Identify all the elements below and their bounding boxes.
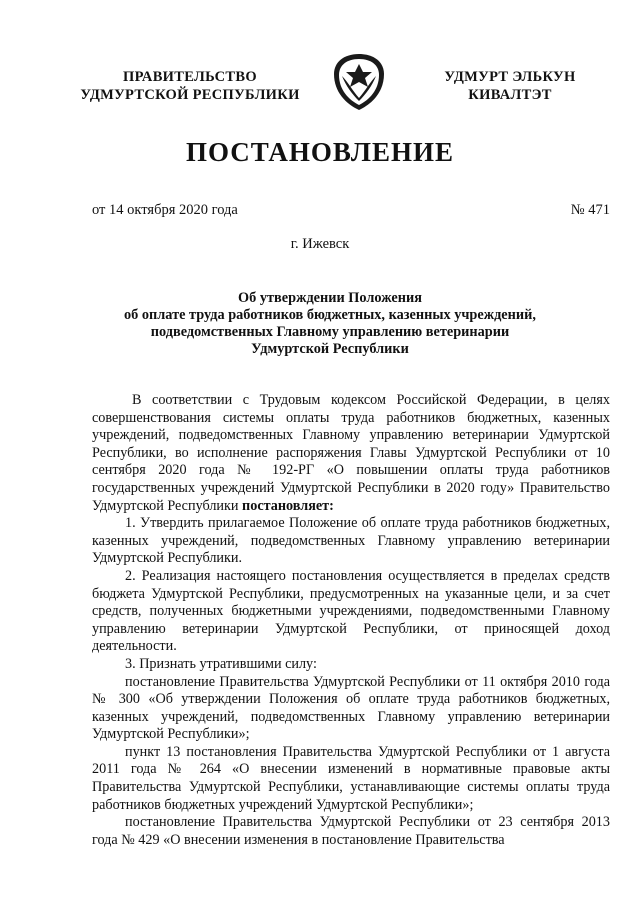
document-city: г. Ижевск — [290, 236, 350, 252]
subject-line3: подведомственных Главному управлению ветеринарии — [150, 324, 510, 340]
header-left — [70, 68, 310, 104]
body-paragraph-2: 2. Реализация настоящего постановления осуществляется в пределах средств бюджета Удмуртской Республики, предусмотренных на указанные цели, и за счет средств, полученных бюджетными учреждениями, подведомственными Главному управлению ветеринарии Удмуртской Республики, от приносящей доход деятельности. — [92, 567, 610, 655]
header-right — [410, 68, 610, 104]
header-left-line2: УДМУРТСКОЙ РЕСПУБЛИКИ — [80, 87, 300, 103]
coat-of-arms-icon — [330, 52, 388, 112]
document-number: № 471 — [570, 202, 610, 218]
document-subject — [100, 290, 560, 358]
header-left-line1: ПРАВИТЕЛЬСТВО — [123, 69, 257, 85]
intro-bold: постановляет — [242, 497, 330, 514]
document-title: ПОСТАНОВЛЕНИЕ — [185, 137, 455, 167]
header-right-line1: УДМУРТ ЭЛЬКУН — [444, 69, 576, 85]
body-intro — [92, 392, 610, 515]
body-paragraph-4: постановление Правительства Удмуртской Республики от 11 октября 2010 года № 300 «Об утверждении Положения об оплате труда работников бюджетных, казенных учреждений, подведомственных Главному управлению ветеринарии Удмуртской Республики»; — [92, 673, 610, 743]
document-body — [92, 392, 610, 849]
subject-line4: Удмуртской Республики — [251, 341, 409, 357]
intro-text: В соответствии с Трудовым кодексом Российской Федерации, в целях совершенствования системы оплаты труда работников бюджетных, казенных учреждений, подведомственных Главному управлению ветеринарии Удмуртской Республики, во исполнение распоряжения Главы Удмуртской Республики от 10 сентября 2020 года № 192-РГ «О повышении оплаты труда работников государственных учреждений Удмуртской Республики в 2020 году» Правительство Удмуртской Республики — [92, 392, 610, 514]
body-paragraph-5: пункт 13 постановления Правительства Удмуртской Республики от 1 августа 2011 года № 264 «О внесении изменений в нормативные правовые акты Правительства Удмуртской Республики, устанавливающие системы оплаты труда работников бюджетных учреждений Удмуртской Республики»; — [92, 743, 610, 813]
document-date: от 14 октября 2020 года — [92, 202, 238, 218]
intro-end: : — [329, 497, 334, 514]
header-right-line2: КИВАЛТЭТ — [468, 87, 552, 103]
subject-line2: об оплате труда работников бюджетных, казенных учреждений, — [124, 307, 536, 323]
subject-line1: Об утверждении Положения — [238, 290, 422, 306]
body-paragraph-1: 1. Утвердить прилагаемое Положение об оплате труда работников бюджетных, казенных учреждений, подведомственных Главному управлению ветеринарии Удмуртской Республики. — [92, 515, 610, 567]
body-paragraph-6: постановление Правительства Удмуртской Республики от 23 сентября 2013 года № 429 «О внесении изменения в постановление Правительства — [92, 814, 610, 848]
body-paragraph-3: 3. Признать утратившими силу: — [125, 655, 317, 672]
